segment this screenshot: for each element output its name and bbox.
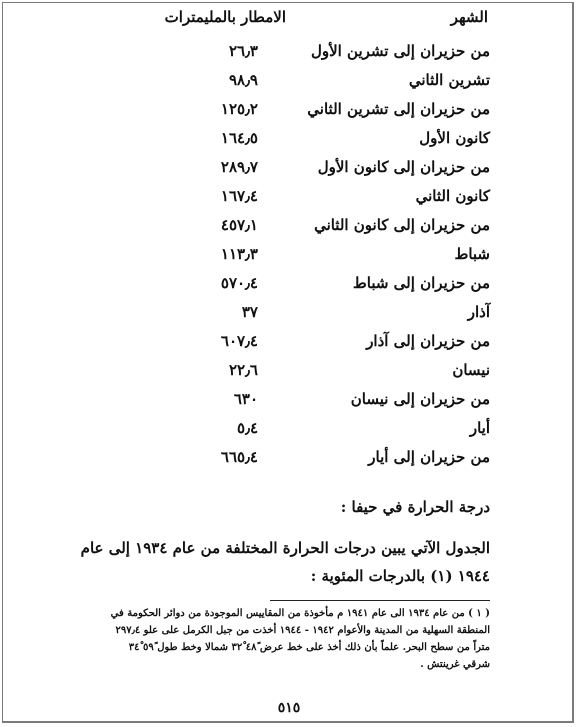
table-row	[0, 212, 578, 241]
rainfall-cell: ١٦٤٫٥	[220, 129, 258, 147]
month-cell: أيار	[469, 419, 490, 437]
table-row	[0, 154, 578, 183]
table-row	[0, 386, 578, 415]
paragraph-line: ١٩٤٤ (١) بالدرجات المئوية :	[310, 567, 490, 585]
footnote-line: شرقي غرينتش .	[420, 659, 490, 670]
rainfall-cell: ٥٫٤	[237, 419, 258, 437]
rainfall-cell: ٢٨٩٫٧	[220, 158, 258, 176]
month-cell: من حزيران إلى كانون الأول	[317, 158, 490, 176]
column-header-month: الشهر	[450, 8, 488, 26]
rainfall-table	[0, 38, 578, 473]
table-row	[0, 125, 578, 154]
table-row	[0, 357, 578, 386]
table-row	[0, 270, 578, 299]
footnote-line: ( ١ ) من عام ١٩٣٤ الى عام ١٩٤١ م مأخوذة من المقاييس الموجودة من دوائر الحكومة في	[110, 608, 490, 619]
rainfall-cell: ٦٠٧٫٤	[220, 332, 258, 350]
rainfall-cell: ٤٥٧٫١	[220, 216, 258, 234]
month-cell: من حزيران إلى أيار	[368, 448, 490, 466]
month-cell: تشرين الثاني	[408, 71, 490, 89]
rainfall-cell: ٢٦٫٣	[228, 42, 258, 60]
table-row	[0, 241, 578, 270]
rainfall-cell: ٣٧	[241, 303, 258, 321]
paragraph-line: الجدول الآتي يبين درجات الحرارة المختلفة من عام ١٩٣٤ إلى عام	[80, 539, 490, 557]
section-heading: درجة الحرارة في حيفا :	[340, 498, 490, 516]
footnote-line: متراً من سطح البحر. علماً بأن ذلك أخذ على خط عرض ٤٨ً ٣٢ْ شمالا وخط طول ٥٩ً ٣٤ْ	[128, 642, 490, 653]
rainfall-cell: ٢٢٫٦	[228, 361, 258, 379]
rainfall-cell: ٦٣٠	[233, 390, 258, 408]
rainfall-cell: ٥٧٠٫٤	[220, 274, 258, 292]
rainfall-cell: ٩٨٫٩	[228, 71, 258, 89]
month-cell: من حزيران إلى كانون الثاني	[314, 216, 490, 234]
month-cell: آذار	[467, 303, 490, 321]
month-cell: شباط	[454, 245, 490, 263]
month-cell: من حزيران إلى تشرين الثاني	[307, 100, 490, 118]
rainfall-cell: ١٢٥٫٢	[220, 100, 258, 118]
table-row	[0, 96, 578, 125]
month-cell: نيسان	[452, 361, 490, 379]
month-cell: من حزيران إلى تشرين الأول	[310, 42, 490, 60]
rainfall-cell: ٦٦٥٫٤	[220, 448, 258, 466]
table-row	[0, 38, 578, 67]
table-row	[0, 183, 578, 212]
column-header-rainfall: الامطار بالمليمترات	[164, 8, 286, 26]
month-cell: من حزيران إلى شباط	[352, 274, 490, 292]
month-cell: من حزيران إلى نيسان	[350, 390, 490, 408]
table-row	[0, 67, 578, 96]
month-cell: من حزيران إلى آذار	[366, 332, 490, 350]
page-number: ٥١٥	[277, 700, 301, 716]
table-row	[0, 299, 578, 328]
intro-paragraph	[60, 534, 490, 590]
footnote-divider	[270, 600, 490, 601]
month-cell: كانون الثاني	[415, 187, 490, 205]
table-row	[0, 328, 578, 357]
footnote	[60, 605, 490, 673]
rainfall-cell: ١٦٧٫٤	[220, 187, 258, 205]
footnote-line: المنطقة السهلية من المدينة والأعوام ١٩٤٢ - ١٩٤٤ أخذت من جبل الكرمل على علو ٢٩٧٫٤	[115, 625, 490, 636]
month-cell: كانون الأول	[419, 129, 490, 147]
rainfall-cell: ١١٣٫٣	[220, 245, 258, 263]
table-row	[0, 444, 578, 473]
table-row	[0, 415, 578, 444]
